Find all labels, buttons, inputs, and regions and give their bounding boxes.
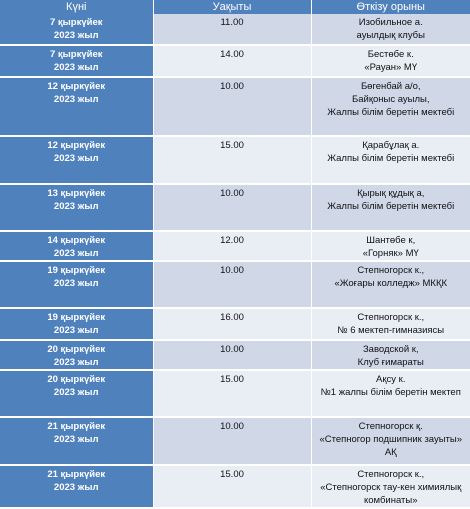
place-line: «Жоғары колледж» МКҚК (334, 278, 448, 289)
place-line: №1 жалпы білім беретін мектеп (320, 387, 461, 398)
date-line: 2023 жыл (53, 434, 99, 445)
place-line: Байқоныс ауылы, (352, 94, 430, 105)
place-line: Ақсу к. (376, 374, 406, 385)
date-cell (0, 45, 153, 77)
date-cell (0, 14, 153, 45)
place-line: Қарабұлақ а. (362, 140, 420, 151)
place-line: «Степногорск тау-кен химиялық (320, 482, 462, 493)
date-cell (0, 465, 153, 508)
date-cell (0, 417, 153, 465)
time-cell: 10.00 (153, 261, 311, 308)
date-line: 19 қыркүйек (47, 265, 106, 276)
place-line: «Горняк» МҮ (362, 248, 419, 259)
place-line: Жалпы білім беретін мектебі (327, 107, 455, 118)
table-row (0, 184, 470, 231)
place-line: Қырық құдық а, (357, 188, 425, 199)
date-line: 2023 жыл (53, 94, 99, 105)
place-line: Степногорск к., (357, 469, 425, 480)
date-line: 12 қыркүйек (47, 81, 106, 92)
time-cell: 10.00 (153, 77, 311, 136)
place-line: Шантөбе к, (366, 235, 416, 246)
date-cell (0, 370, 153, 417)
table-row (0, 77, 470, 136)
table-row (0, 308, 470, 340)
place-line: Бөгенбай а/о, (360, 81, 421, 92)
place-cell (311, 465, 470, 508)
time-cell: 10.00 (153, 340, 311, 370)
table-row (0, 136, 470, 184)
table-row (0, 14, 470, 45)
place-line: Изобильное а. (358, 17, 423, 28)
time-cell: 10.00 (153, 184, 311, 231)
date-line: 7 қыркүйек (49, 17, 103, 28)
table-row (0, 370, 470, 417)
place-line: № 6 мектеп-гимназиясы (337, 325, 445, 336)
table-row (0, 45, 470, 77)
place-line: «Рауан» МҮ (364, 62, 418, 73)
place-cell (311, 370, 470, 417)
header-time: Уақыты (153, 0, 311, 14)
place-line: АҚ (384, 447, 397, 458)
date-line: 20 қыркүйек (47, 344, 106, 355)
table-row (0, 231, 470, 261)
date-line: 2023 жыл (53, 201, 99, 212)
date-line: 13 қыркүйек (47, 188, 106, 199)
place-cell (311, 417, 470, 465)
date-line: 2023 жыл (53, 482, 99, 493)
time-cell: 15.00 (153, 370, 311, 417)
place-cell (311, 308, 470, 340)
date-cell (0, 77, 153, 136)
date-line: 2023 жыл (53, 278, 99, 289)
place-line: Степногорск қ. (358, 421, 423, 432)
place-cell (311, 136, 470, 184)
place-line: Степногорск к., (357, 312, 425, 323)
time-cell: 14.00 (153, 45, 311, 77)
place-cell (311, 77, 470, 136)
date-cell (0, 261, 153, 308)
place-cell (311, 45, 470, 77)
date-line: 19 қыркүйек (47, 312, 106, 323)
time-cell: 11.00 (153, 14, 311, 45)
date-line: 12 қыркүйек (47, 140, 106, 151)
date-line: 21 қыркүйек (47, 469, 106, 480)
date-cell (0, 308, 153, 340)
date-line: 20 қыркүйек (47, 374, 106, 385)
time-cell: 15.00 (153, 136, 311, 184)
date-cell (0, 184, 153, 231)
time-cell: 10.00 (153, 417, 311, 465)
date-line: 2023 жыл (53, 153, 99, 164)
place-line: Жалпы білім беретін мектебі (327, 201, 455, 212)
place-line: ауылдық клубы (356, 30, 425, 41)
date-line: 21 қыркүйек (47, 421, 106, 432)
date-line: 2023 жыл (53, 387, 99, 398)
table-row (0, 340, 470, 370)
date-line: 2023 жыл (53, 62, 99, 73)
date-line: 2023 жыл (53, 325, 99, 336)
table-row (0, 465, 470, 508)
place-line: «Степногор подшипник зауыты» (319, 434, 463, 445)
date-line: 2023 жыл (53, 357, 99, 368)
date-line: 2023 жыл (53, 248, 99, 259)
place-line: Степногорск к., (357, 265, 425, 276)
date-cell (0, 340, 153, 370)
time-cell: 15.00 (153, 465, 311, 508)
date-line: 2023 жыл (53, 30, 99, 41)
date-cell (0, 231, 153, 261)
header-place: Өткізу орыны (311, 0, 470, 14)
date-line: 14 қыркүйек (47, 235, 106, 246)
time-cell: 16.00 (153, 308, 311, 340)
place-line: Клуб ғимараты (357, 357, 424, 368)
place-cell (311, 231, 470, 261)
header-date: Күні (0, 0, 153, 14)
table-row (0, 417, 470, 465)
place-cell (311, 340, 470, 370)
place-cell (311, 184, 470, 231)
place-cell (311, 261, 470, 308)
place-line: Заводской к, (362, 344, 419, 355)
date-cell (0, 136, 153, 184)
place-line: Бестөбе к. (367, 49, 414, 60)
place-line: комбинаты» (363, 495, 418, 506)
place-line: Жалпы білім беретін мектебі (327, 153, 455, 164)
table-row (0, 261, 470, 308)
place-cell (311, 14, 470, 45)
time-cell: 12.00 (153, 231, 311, 261)
header-row (0, 0, 470, 14)
date-line: 7 қыркүйек (49, 49, 103, 60)
